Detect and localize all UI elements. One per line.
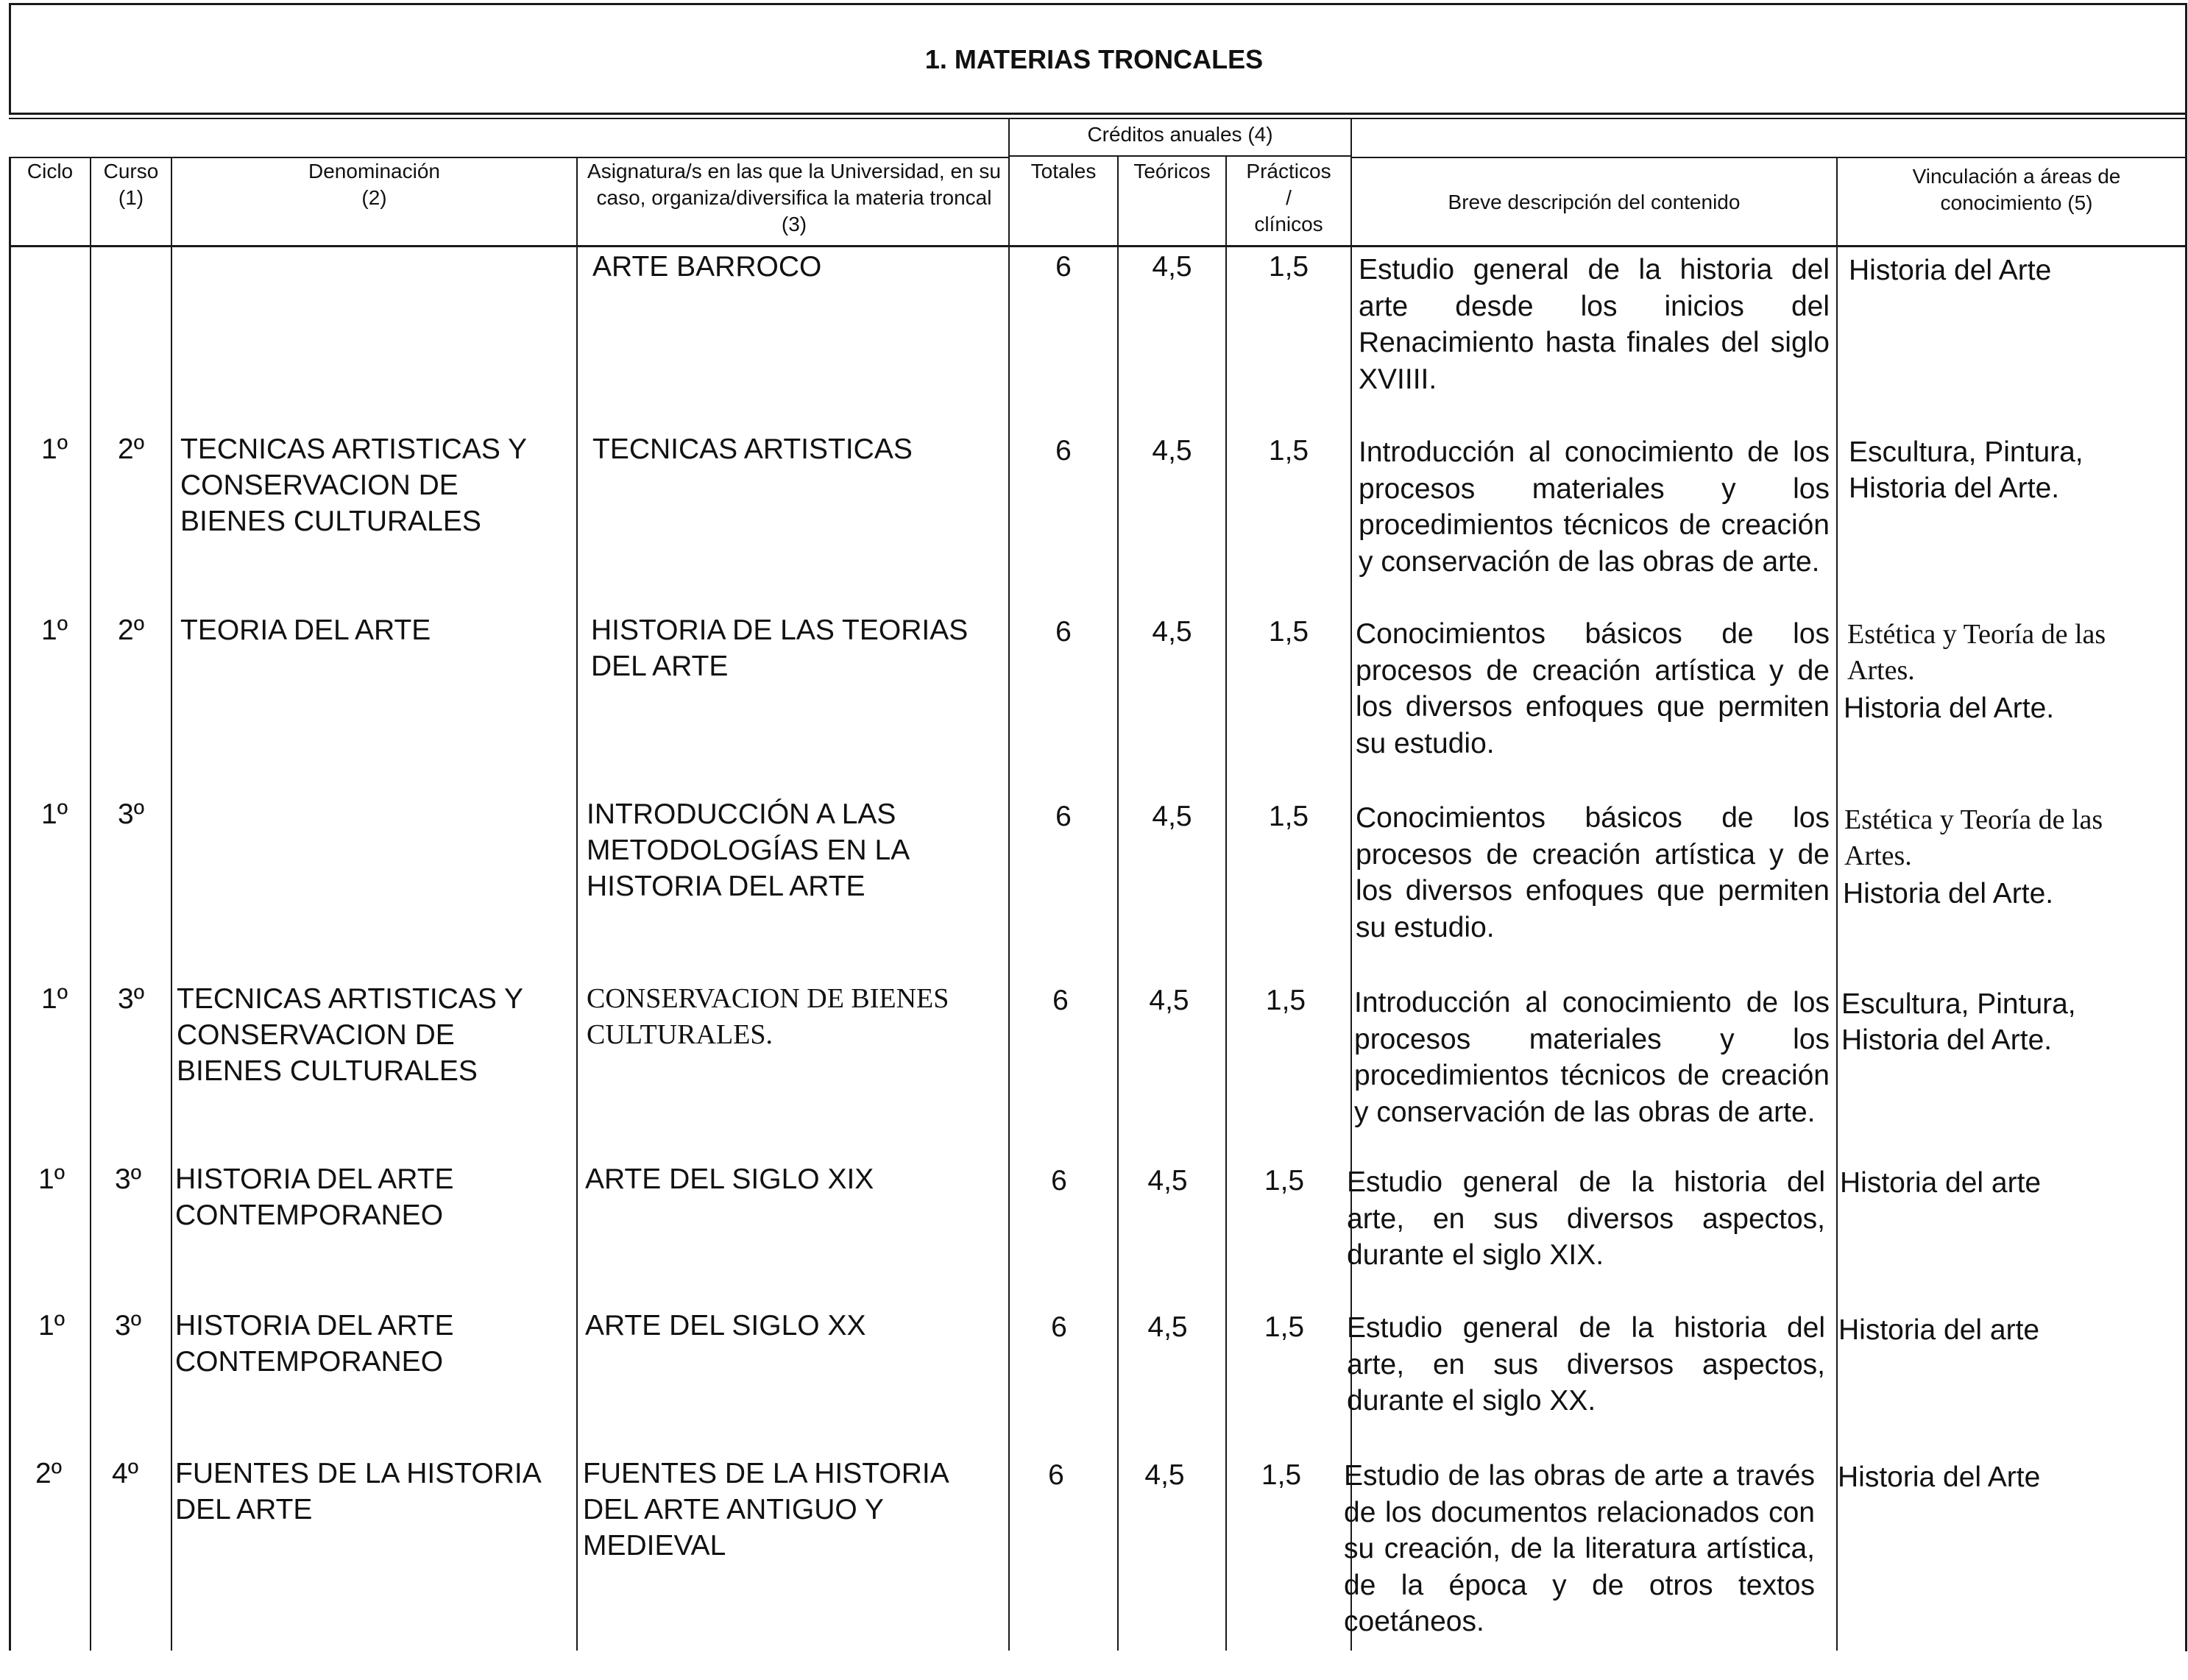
row5-ciclo: 1º xyxy=(38,1163,65,1195)
row4-denominacion: TECNICAS ARTISTICAS Y CONSERVACION DE BIENES CULTURALES xyxy=(177,983,523,1087)
row5-totales: 6 xyxy=(1051,1165,1067,1197)
row5-practicos: 1,5 xyxy=(1264,1165,1305,1197)
row2-totales: 6 xyxy=(1055,616,1072,648)
header-vinculacion: Vinculación a áreas de conocimiento (5) xyxy=(1912,165,2121,214)
row6-practicos: 1,5 xyxy=(1264,1311,1305,1343)
header-top-line xyxy=(9,118,2187,119)
col-line-7 xyxy=(1350,118,1352,1651)
header-descripcion: Breve descripción del contenido xyxy=(1448,191,1741,213)
row7-denominacion: FUENTES DE LA HISTORIA DEL ARTE xyxy=(175,1458,540,1525)
row1-curso: 2º xyxy=(118,433,144,465)
row7-totales: 6 xyxy=(1048,1459,1064,1491)
row7-vinculacion: Historia del Arte xyxy=(1838,1461,2041,1493)
row0-practicos: 1,5 xyxy=(1268,251,1309,283)
row7-descripcion: Estudio de las obras de arte a través de los documentos relacionados con su creación, de la literatura artística, de la época y de otros textos coetáneos. xyxy=(1344,1460,1815,1637)
header-teoricos: Teóricos xyxy=(1133,160,1211,182)
row3-vinculacion-serif: Estética y Teoría de las Artes. xyxy=(1844,804,2103,871)
header-bottom-line xyxy=(9,245,2187,247)
row2-asignatura: HISTORIA DE LAS TEORIAS DEL ARTE xyxy=(591,614,969,682)
title-divider xyxy=(9,113,2187,115)
frame-right xyxy=(2185,3,2187,1651)
row5-vinculacion: Historia del arte xyxy=(1840,1167,2042,1199)
row4-practicos: 1,5 xyxy=(1265,985,1306,1016)
row1-ciclo: 1º xyxy=(41,433,68,465)
header-practicos: Prácticos / clínicos xyxy=(1246,160,1331,235)
row6-asignatura: ARTE DEL SIGLO XX xyxy=(585,1310,866,1341)
page-title: 1. MATERIAS TRONCALES xyxy=(924,44,1264,74)
row2-curso: 2º xyxy=(118,614,144,646)
header-denominacion: Denominación (2) xyxy=(308,160,440,209)
row3-practicos: 1,5 xyxy=(1268,801,1309,832)
row3-teoricos: 4,5 xyxy=(1152,801,1192,832)
row4-descripcion: Introducción al conocimiento de los procesos materiales y los procedimientos técnicos de creación y conservación de las obras de arte. xyxy=(1354,987,1830,1128)
row2-vinculacion-serif: Estética y Teoría de las Artes. xyxy=(1847,619,2106,686)
row2-practicos: 1,5 xyxy=(1268,616,1309,648)
row6-ciclo: 1º xyxy=(38,1310,65,1341)
row7-asignatura: FUENTES DE LA HISTORIA DEL ARTE ANTIGUO Y MEDIEVAL xyxy=(583,1458,948,1562)
row1-practicos: 1,5 xyxy=(1268,435,1309,467)
row0-asignatura: ARTE BARROCO xyxy=(592,251,822,283)
row7-curso: 4º xyxy=(112,1458,138,1489)
creditos-divider xyxy=(1008,155,1350,157)
col-line-3 xyxy=(576,157,578,1651)
row6-totales: 6 xyxy=(1051,1311,1067,1343)
frame-top xyxy=(9,3,2187,5)
row4-vinculacion: Escultura, Pintura, Historia del Arte. xyxy=(1841,988,2076,1056)
row2-vinculacion: Historia del Arte. xyxy=(1844,692,2055,724)
header-line-right xyxy=(1350,157,2187,158)
header-creditos: Créditos anuales (4) xyxy=(1087,123,1273,146)
row7-practicos: 1,5 xyxy=(1261,1459,1302,1491)
row3-vinculacion: Historia del Arte. xyxy=(1843,878,2054,910)
col-line-4 xyxy=(1008,118,1010,1651)
row7-ciclo: 2º xyxy=(35,1458,62,1489)
row2-denominacion: TEORIA DEL ARTE xyxy=(180,614,431,646)
row4-totales: 6 xyxy=(1052,985,1069,1016)
row1-descripcion: Introducción al conocimiento de los procesos materiales y los procedimientos técnicos de creación y conservación de las obras de arte. xyxy=(1359,436,1830,578)
row4-curso: 3º xyxy=(118,983,144,1015)
header-totales: Totales xyxy=(1030,160,1097,182)
row7-teoricos: 4,5 xyxy=(1144,1459,1185,1491)
row3-descripcion: Conocimientos básicos de los procesos de creación artística y de los diversos enfoques que permiten su estudio. xyxy=(1356,802,1830,943)
row0-vinculacion: Historia del Arte xyxy=(1849,255,2052,286)
row1-vinculacion: Escultura, Pintura, Historia del Arte. xyxy=(1849,436,2083,504)
row5-descripcion: Estudio general de la historia del arte, en sus diversos aspectos, durante el siglo XIX. xyxy=(1347,1166,1825,1271)
row0-totales: 6 xyxy=(1055,251,1072,283)
row2-descripcion: Conocimientos básicos de los procesos de creación artística y de los diversos enfoques que permiten su estudio. xyxy=(1356,618,1830,759)
col-line-8 xyxy=(1836,157,1838,1651)
row1-totales: 6 xyxy=(1055,435,1072,467)
row4-teoricos: 4,5 xyxy=(1149,985,1189,1016)
row3-curso: 3º xyxy=(118,798,144,830)
col-line-6 xyxy=(1225,157,1227,1651)
row3-asignatura: INTRODUCCIÓN A LAS METODOLOGÍAS EN LA HISTORIA DEL ARTE xyxy=(587,798,909,902)
header-ciclo: Ciclo xyxy=(26,160,74,182)
row4-asignatura: CONSERVACION DE BIENES CULTURALES. xyxy=(587,983,949,1050)
row5-curso: 3º xyxy=(115,1163,141,1195)
row6-descripcion: Estudio general de la historia del arte, en sus diversos aspectos, durante el siglo XX. xyxy=(1347,1312,1825,1417)
row0-teoricos: 4,5 xyxy=(1152,251,1192,283)
row1-teoricos: 4,5 xyxy=(1152,435,1192,467)
header-asignatura: Asignatura/s en las que la Universidad, en su caso, organiza/diversifica la materia troncal (3) xyxy=(587,160,1001,235)
row6-vinculacion: Historia del arte xyxy=(1838,1314,2040,1346)
col-line-5 xyxy=(1117,157,1119,1651)
row2-ciclo: 1º xyxy=(41,614,68,646)
row4-ciclo: 1º xyxy=(41,983,68,1015)
col-line-0 xyxy=(9,157,11,1651)
row5-denominacion: HISTORIA DEL ARTE CONTEMPORANEO xyxy=(175,1163,454,1231)
row5-asignatura: ARTE DEL SIGLO XIX xyxy=(585,1163,874,1195)
row6-curso: 3º xyxy=(115,1310,141,1341)
header-curso: Curso (1) xyxy=(103,160,159,209)
row6-teoricos: 4,5 xyxy=(1147,1311,1188,1343)
row6-denominacion: HISTORIA DEL ARTE CONTEMPORANEO xyxy=(175,1310,454,1378)
row1-asignatura: TECNICAS ARTISTICAS xyxy=(592,433,913,465)
row3-ciclo: 1º xyxy=(41,798,68,830)
row1-denominacion: TECNICAS ARTISTICAS Y CONSERVACION DE BIENES CULTURALES xyxy=(180,433,527,537)
row0-descripcion: Estudio general de la historia del arte desde los inicios del Renacimiento hasta finales del siglo XVIIII. xyxy=(1359,254,1830,395)
row3-totales: 6 xyxy=(1055,801,1072,832)
row2-teoricos: 4,5 xyxy=(1152,616,1192,648)
col-line-2 xyxy=(171,157,172,1651)
col-line-1 xyxy=(90,157,91,1651)
row5-teoricos: 4,5 xyxy=(1147,1165,1188,1197)
